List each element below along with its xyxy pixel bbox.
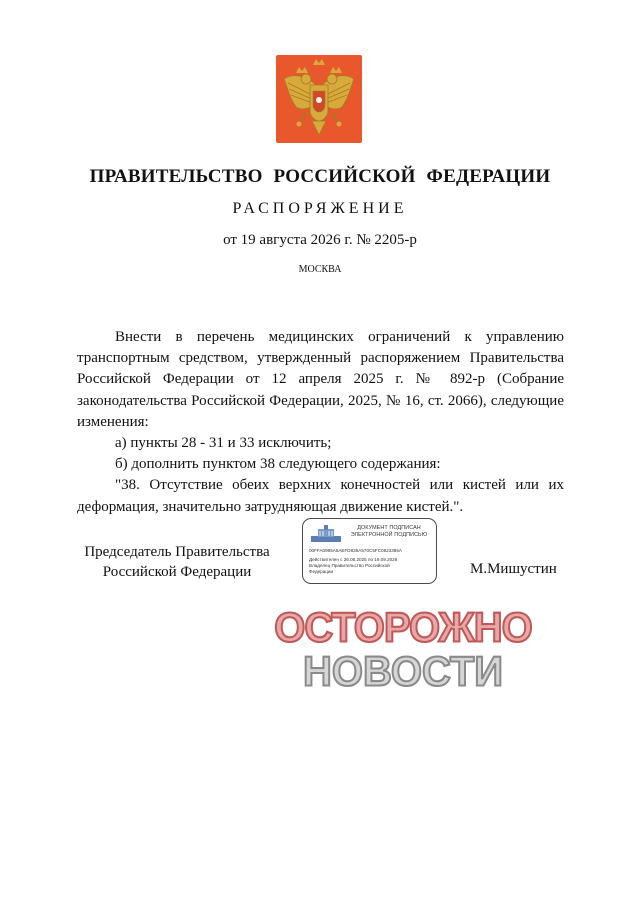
russian-coat-of-arms-icon <box>276 55 362 143</box>
body-item-quote: "38. Отсутствие обеих верхних конечностей или кистей или их деформация, значительно затрудняющая движение кистей.". <box>77 477 564 515</box>
signer-position-line1: Председатель Правительства <box>84 544 270 560</box>
document-city: МОСКВА <box>298 264 342 275</box>
watermark-line2: НОВОСТИ <box>302 648 504 696</box>
stamp-owner-line2: Федерации <box>309 569 334 574</box>
stamp-title <box>343 525 435 539</box>
signer-name: М.Мишустин <box>470 561 557 577</box>
body-paragraph: Внести в перечень медицинских ограничений к управлению транспортным средством, утвержденный распоряжением Правительства Российской Федерации от 12 апреля 2025 г. № 892-р (Собрание законодательства Российской Федерации, 2025, № 16, ст. 2066), следующие изменения: <box>77 329 564 430</box>
stamp-title-line1: ДОКУМЕНТ ПОДПИСАН <box>357 525 421 531</box>
watermark-logo <box>262 604 544 696</box>
stamp-validity: Действителен с 26.06.2025 по 19.09.2026 <box>309 557 398 562</box>
watermark-line1: ОСТОРОЖНО <box>274 604 532 652</box>
body-item-b: б) дополнить пунктом 38 следующего содержания: <box>115 456 441 473</box>
stamp-certificate: 00FFA0995A5AEFD835A570C5FC0823385A <box>309 548 402 553</box>
government-building-icon <box>309 524 343 544</box>
stamp-owner-line1: Владелец Правительство Российской <box>309 563 390 568</box>
document-type: РАСПОРЯЖЕНИЕ <box>232 200 408 217</box>
signer-position-line2: Российской Федерации <box>102 564 252 580</box>
body-item-a: а) пункты 28 - 31 и 33 исключить; <box>115 435 332 452</box>
stamp-title-line2: ЭЛЕКТРОННОЙ ПОДПИСЬЮ <box>350 532 428 538</box>
signer-position <box>77 542 277 582</box>
government-title: ПРАВИТЕЛЬСТВО РОССИЙСКОЙ ФЕДЕРАЦИИ <box>89 166 551 187</box>
document-body <box>77 327 564 518</box>
document-date-number: от 19 августа 2026 г. № 2205-р <box>223 232 417 248</box>
e-signature-stamp <box>302 518 437 584</box>
